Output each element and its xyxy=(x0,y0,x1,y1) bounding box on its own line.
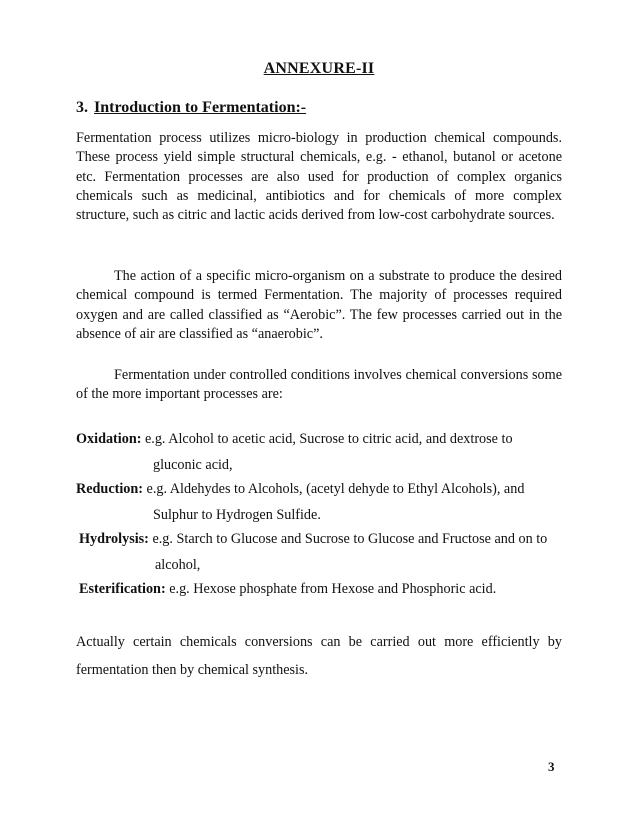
process-item-reduction xyxy=(76,480,576,523)
paragraph-conversions: Fermentation under controlled conditions involves chemical conversions some of the more important processes are: xyxy=(76,367,562,403)
section-heading xyxy=(76,99,306,117)
paragraph-closing: Actually certain chemicals conversions can be carried out more efficiently by fermentation then by chemical synthesis. xyxy=(76,634,562,678)
process-continuation: gluconic acid, xyxy=(153,457,233,473)
process-item-esterification xyxy=(79,580,579,599)
paragraph-definition: The action of a specific micro-organism on a substrate to produce the desired chemical compound is termed Fermentation. The majority of processes required oxygen and are called classified as “Aerobic”. The few processes carried out in the absence of air are classified as “anaerobic”. xyxy=(76,268,562,342)
process-term: Reduction: xyxy=(76,481,143,497)
process-term: Hydrolysis: xyxy=(79,531,149,547)
process-term: Oxidation: xyxy=(76,431,142,447)
process-continuation: Sulphur to Hydrogen Sulfide. xyxy=(153,507,321,523)
process-text: e.g. Alcohol to acetic acid, Sucrose to citric acid, and dextrose to xyxy=(144,431,513,447)
process-term: Esterification: xyxy=(79,581,166,597)
page-number: 3 xyxy=(548,759,555,774)
section-title: Introduction to Fermentation:- xyxy=(94,99,307,116)
section-number: 3. xyxy=(76,99,88,116)
process-text: e.g. Aldehydes to Alcohols, (acetyl dehyde to Ethyl Alcohols), and xyxy=(146,481,525,497)
process-item-oxidation xyxy=(76,430,576,473)
process-text: e.g. Starch to Glucose and Sucrose to Glucose and Fructose and on to xyxy=(152,531,548,547)
process-text: e.g. Hexose phosphate from Hexose and Phosphoric acid. xyxy=(169,581,497,597)
annexure-title: ANNEXURE-II xyxy=(263,60,375,77)
paragraph-intro: Fermentation process utilizes micro-biology in production chemical compounds. These process yield simple structural chemicals, e.g. - ethanol, butanol or acetone etc. Fermentation processes are also used for production of complex organics chemicals such as medicinal, antibiotics and for chemicals of more complex structure, such as citric and lactic acids derived from low-cost carbohydrate sources. xyxy=(76,130,562,224)
process-item-hydrolysis xyxy=(79,530,579,573)
process-continuation: alcohol, xyxy=(155,557,201,573)
